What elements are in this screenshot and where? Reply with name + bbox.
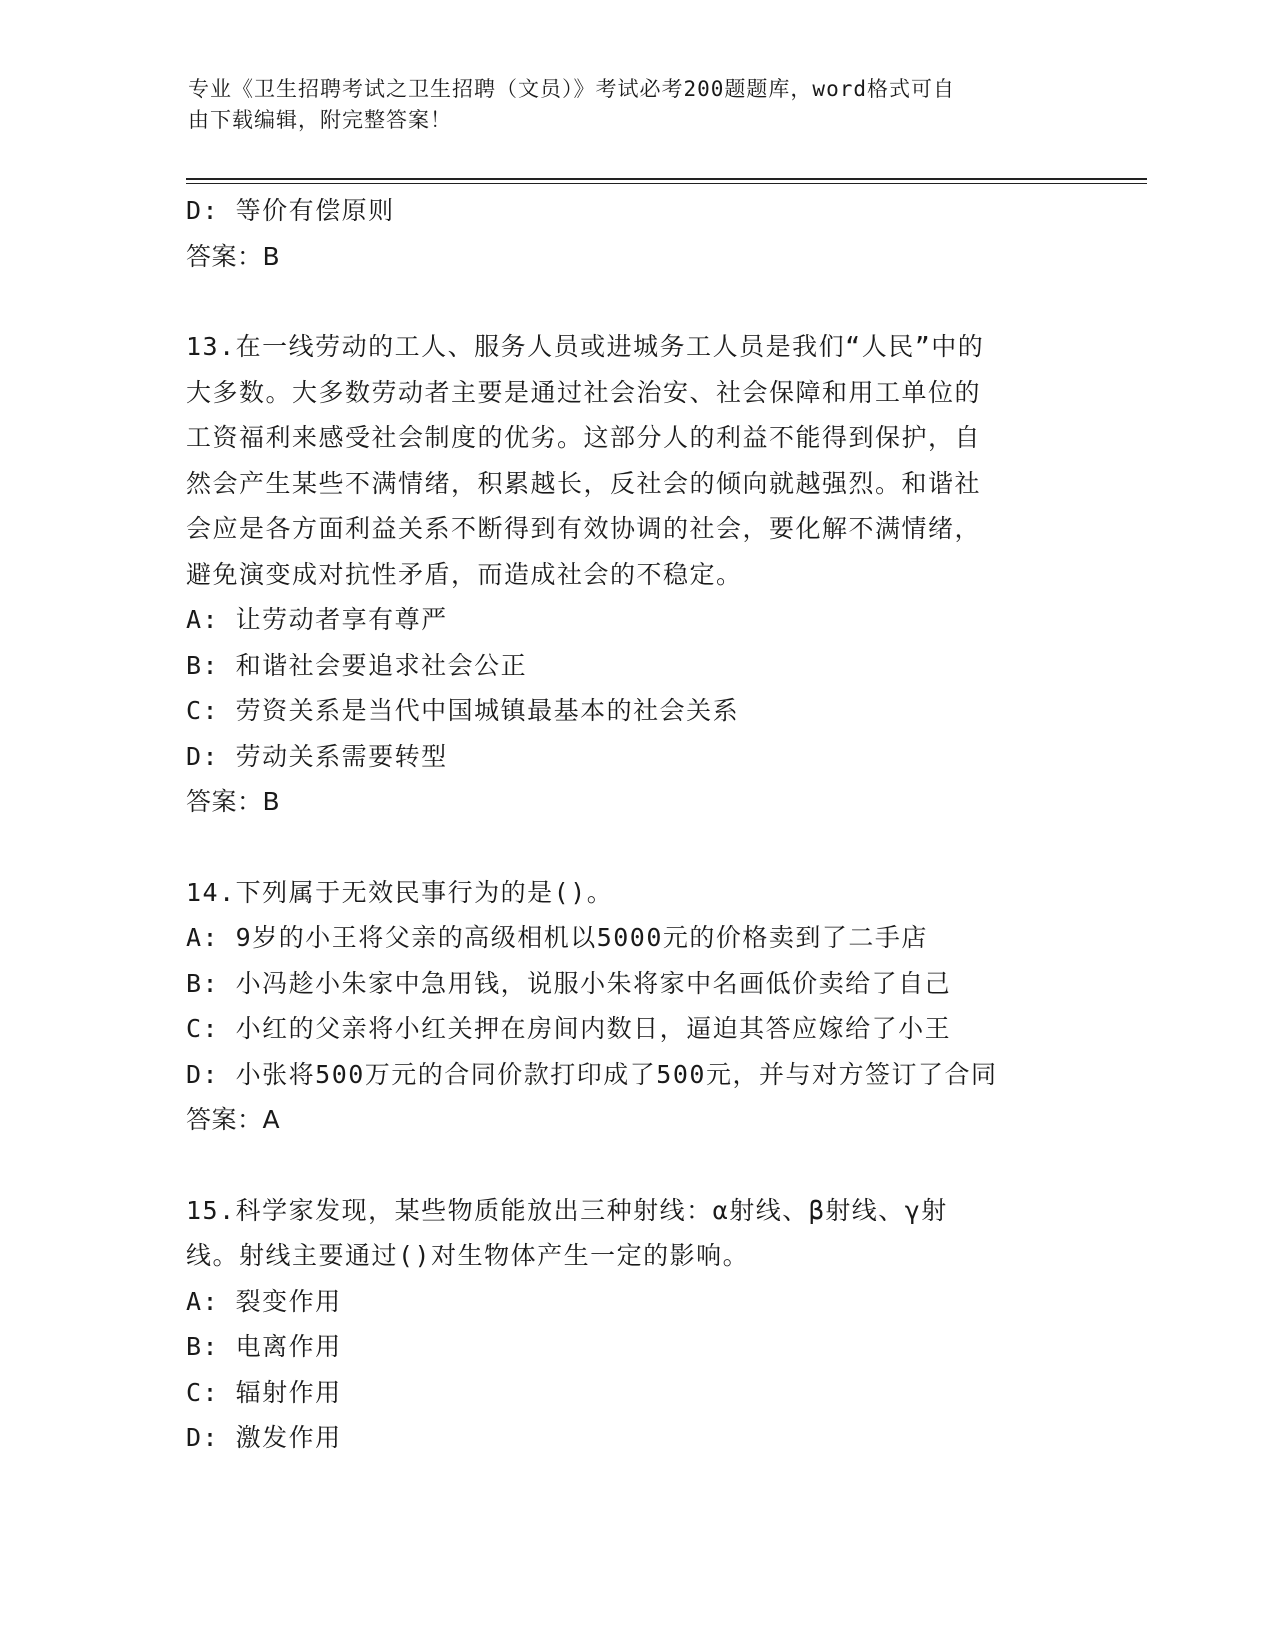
option-c: C: 劳资关系是当代中国城镇最基本的社会关系 xyxy=(186,696,740,725)
question-stem-line: 线。射线主要通过()对生物体产生一定的影响。 xyxy=(186,1241,750,1270)
spacer xyxy=(186,1143,1086,1188)
answer-line: 答案：A xyxy=(186,1105,281,1134)
option-d: D: 激发作用 xyxy=(186,1423,342,1452)
answer-line: 答案：B xyxy=(186,241,281,271)
question-stem-line: 然会产生某些不满情绪，积累越长，反社会的倾向就越强烈。和谐社 xyxy=(186,468,982,498)
option-b: B: 电离作用 xyxy=(186,1332,342,1361)
question-14 xyxy=(186,870,1086,1143)
option-c: C: 小红的父亲将小红关押在房间内数日，逼迫其答应嫁给了小王 xyxy=(186,1014,952,1043)
option-a: A: 让劳动者享有尊严 xyxy=(186,605,448,634)
option-b: B: 小冯趁小朱家中急用钱，说服小朱将家中名画低价卖给了自己 xyxy=(186,968,952,998)
header-line-2: 由下载编辑，附完整答案！ xyxy=(188,108,452,132)
option-b: B: 和谐社会要追求社会公正 xyxy=(186,650,528,680)
option-c: C: 辐射作用 xyxy=(186,1377,342,1407)
header-divider-thin xyxy=(186,183,1147,184)
option-a: A: 9岁的小王将父亲的高级相机以5000元的价格卖到了二手店 xyxy=(186,923,928,952)
question-content xyxy=(186,188,1086,1461)
question-stem-line: 14.下列属于无效民事行为的是()。 xyxy=(186,877,614,907)
question-13 xyxy=(186,324,1086,825)
question-stem-line: 避免演变成对抗性矛盾，而造成社会的不稳定。 xyxy=(186,559,743,589)
question-15 xyxy=(186,1188,1086,1461)
spacer xyxy=(186,279,1086,324)
header-line-1: 专业《卫生招聘考试之卫生招聘（文员）》考试必考200题题库，word格式可自 xyxy=(188,77,955,101)
question-stem-line: 工资福利来感受社会制度的优劣。这部分人的利益不能得到保护，自 xyxy=(186,423,982,452)
spacer xyxy=(186,825,1086,870)
question-stem-line: 15.科学家发现，某些物质能放出三种射线：α射线、β射线、γ射 xyxy=(186,1195,948,1225)
option-a: A: 裂变作用 xyxy=(186,1286,342,1316)
previous-question-tail xyxy=(186,188,1086,279)
option-d: D: 小张将500万元的合同价款打印成了500元，并与对方签订了合同 xyxy=(186,1059,998,1089)
question-stem-line: 大多数。大多数劳动者主要是通过社会治安、社会保障和用工单位的 xyxy=(186,377,982,407)
option-d: D: 等价有偿原则 xyxy=(186,196,395,225)
header-divider-thick xyxy=(186,178,1147,180)
page-header xyxy=(188,74,1068,136)
answer-line: 答案：B xyxy=(186,787,281,816)
question-stem-line: 13.在一线劳动的工人、服务人员或进城务工人员是我们“人民”中的 xyxy=(186,332,985,361)
option-d: D: 劳动关系需要转型 xyxy=(186,741,448,771)
question-stem-line: 会应是各方面利益关系不断得到有效协调的社会，要化解不满情绪， xyxy=(186,514,982,543)
